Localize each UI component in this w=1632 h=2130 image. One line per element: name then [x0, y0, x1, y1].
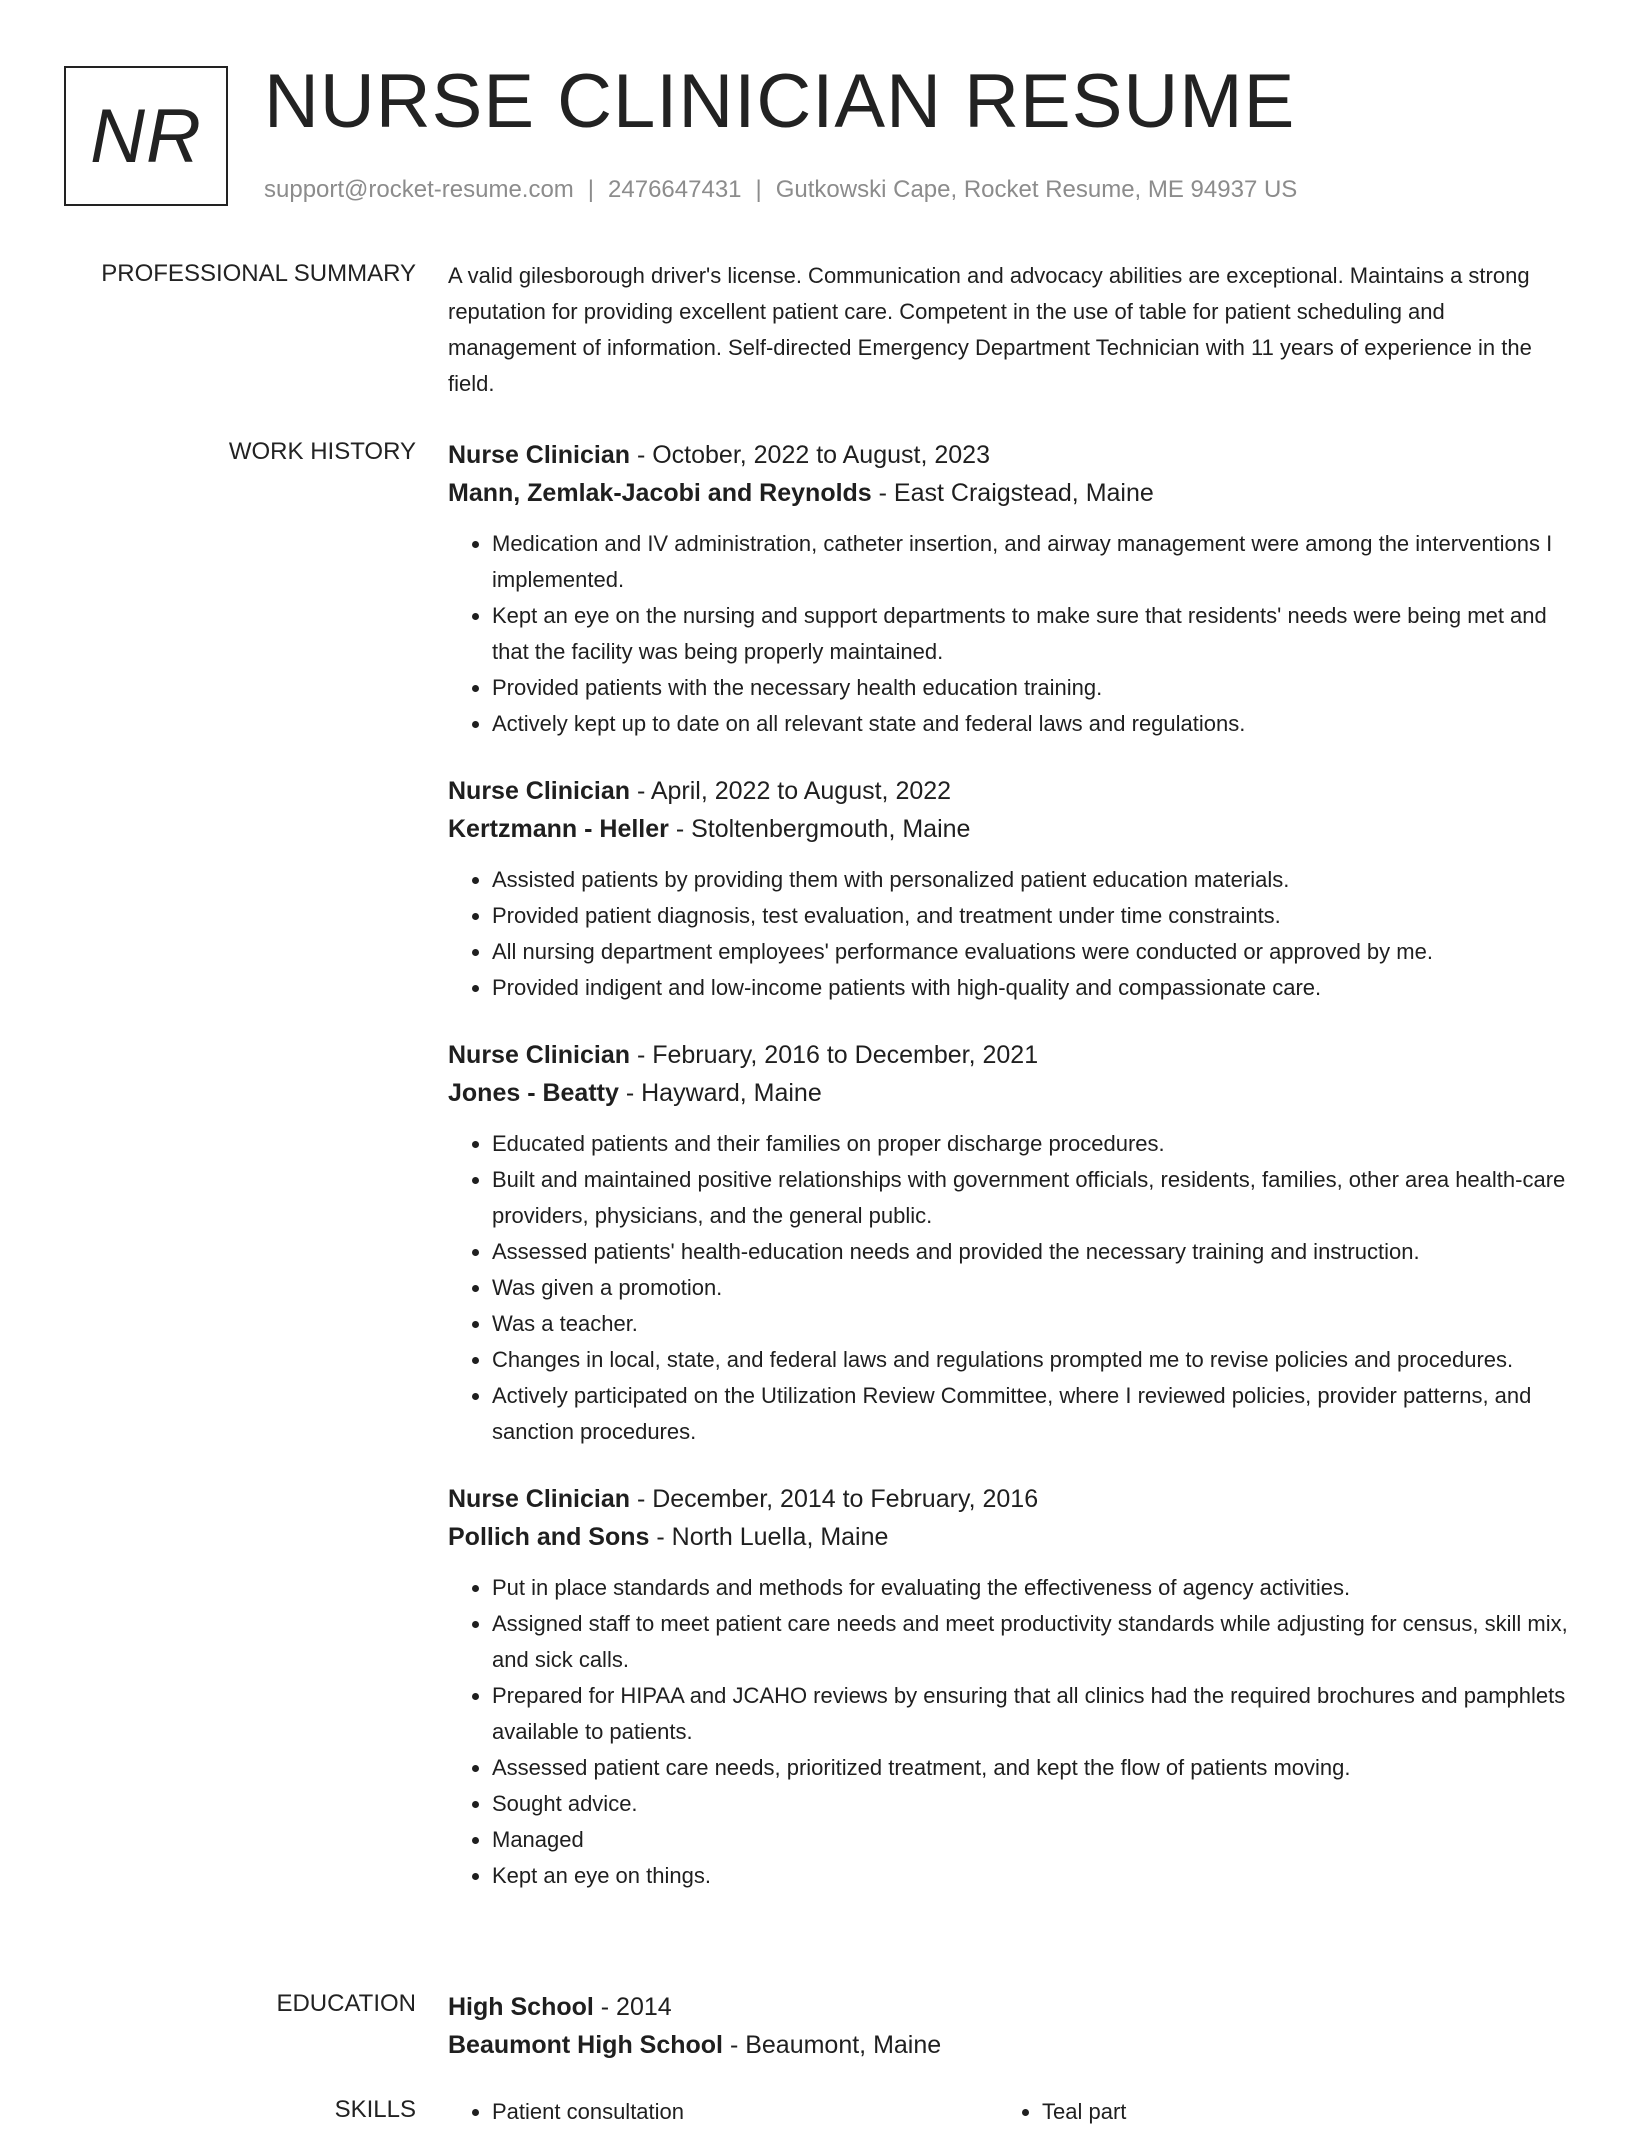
skill-item: • Patient consultation — [492, 2094, 998, 2130]
job-location: - East Craigstead, Maine — [871, 479, 1154, 507]
job-entry — [448, 1036, 1568, 1450]
work-history-heading: WORK HISTORY — [228, 438, 416, 465]
bullet-item: • Was given a promotion. — [492, 1270, 1568, 1306]
job-location: - Stoltenbergmouth, Maine — [668, 815, 971, 843]
job-title-line — [448, 436, 1568, 474]
job-bullets — [448, 1126, 1568, 1450]
job-bullets — [448, 862, 1568, 1006]
job-company: Pollich and Sons — [448, 1523, 650, 1551]
bullet-item: • Actively kept up to date on all relevant state and federal laws and regulations. — [492, 706, 1568, 742]
bullet-item: • Was a teacher. — [492, 1306, 1568, 1342]
job-company-line — [448, 1074, 1568, 1112]
skills-column-1 — [448, 2094, 998, 2130]
skills-list — [448, 2094, 1568, 2130]
bullet-item: • Put in place standards and methods for evaluating the effectiveness of agency activities. — [492, 1570, 1568, 1606]
bullet-item: • Provided patient diagnosis, test evaluation, and treatment under time constraints. — [492, 898, 1568, 934]
skills-columns — [448, 2094, 1568, 2130]
education-heading: EDUCATION — [276, 1990, 416, 2017]
job-entry — [448, 772, 1568, 1006]
education-school: Beaumont High School — [448, 2031, 723, 2059]
bullet-item: • Actively participated on the Utilization Review Committee, where I reviewed policies, provider patterns, and sanction procedures. — [492, 1378, 1568, 1450]
job-bullets — [448, 526, 1568, 742]
work-history-list — [448, 436, 1568, 1924]
contact-separator: | — [587, 176, 595, 203]
bullet-item: • Built and maintained positive relationships with government officials, residents, families, other area health-care providers, physicians, and the general public. — [492, 1162, 1568, 1234]
summary-text: A valid gilesborough driver's license. Communication and advocacy abilities are exceptional. Maintains a strong reputation for providing excellent patient care. Competent in the use of table for patient scheduling and management of information. Self-directed Emergency Department Technician with 11 years of experience in the field. — [448, 263, 1532, 396]
resume-title: NURSE CLINICIAN RESUME — [264, 59, 1296, 144]
bullet-item: • Kept an eye on the nursing and support departments to make sure that residents' needs were being met and that the facility was being properly maintained. — [492, 598, 1568, 670]
bullet-item: • All nursing department employees' performance evaluations were conducted or approved by me. — [492, 934, 1568, 970]
job-company-line — [448, 810, 1568, 848]
bullet-item: • Provided indigent and low-income patients with high-quality and compassionate care. — [492, 970, 1568, 1006]
bullet-item: • Assessed patient care needs, prioritized treatment, and kept the flow of patients moving. — [492, 1750, 1568, 1786]
summary-heading: PROFESSIONAL SUMMARY — [101, 260, 416, 287]
phone-text: 2476647431 — [608, 176, 742, 203]
job-title: Nurse Clinician — [448, 1041, 630, 1069]
job-dates: - February, 2016 to December, 2021 — [630, 1041, 1039, 1069]
skills-column-2 — [998, 2094, 1548, 2130]
bullet-item: • Managed — [492, 1822, 1568, 1858]
skills-heading: SKILLS — [334, 2096, 416, 2123]
contact-separator: | — [755, 176, 762, 203]
education-school-line — [448, 2026, 1568, 2064]
job-location: - North Luella, Maine — [649, 1523, 889, 1551]
job-dates: - December, 2014 to February, 2016 — [630, 1485, 1039, 1513]
contact-line — [264, 176, 1297, 204]
job-company-line — [448, 1518, 1568, 1556]
job-company: Jones - Beatty — [448, 1079, 619, 1107]
bullet-item: • Educated patients and their families on proper discharge procedures. — [492, 1126, 1568, 1162]
job-company-line — [448, 474, 1568, 512]
job-company: Kertzmann - Heller — [448, 815, 669, 843]
job-title-line — [448, 1480, 1568, 1518]
bullet-item: • Medication and IV administration, catheter insertion, and airway management were among the interventions I implemented. — [492, 526, 1568, 598]
job-bullets — [448, 1570, 1568, 1894]
bullet-item: • Sought advice. — [492, 1786, 1568, 1822]
bullet-item: • Changes in local, state, and federal laws and regulations prompted me to revise policies and procedures. — [492, 1342, 1568, 1378]
initials-text: NR — [90, 93, 202, 179]
education-degree-line — [448, 1988, 1568, 2026]
job-title: Nurse Clinician — [448, 441, 630, 469]
bullet-item: • Assigned staff to meet patient care needs and meet productivity standards while adjusting for census, skill mix, and sick calls. — [492, 1606, 1568, 1678]
initials-logo — [64, 66, 228, 206]
address-text: Gutkowski Cape, Rocket Resume, ME 94937 US — [775, 176, 1298, 203]
job-title-line — [448, 772, 1568, 810]
skill-item: • Teal part — [1042, 2094, 1548, 2130]
job-dates: - October, 2022 to August, 2023 — [630, 441, 990, 469]
email-text: support@rocket-resume.com — [264, 176, 574, 203]
bullet-item: • Prepared for HIPAA and JCAHO reviews by ensuring that all clinics had the required brochures and pamphlets available to patients. — [492, 1678, 1568, 1750]
bullet-item: • Kept an eye on things. — [492, 1858, 1568, 1894]
education-location: - Beaumont, Maine — [723, 2031, 942, 2059]
bullet-item: • Assisted patients by providing them with personalized patient education materials. — [492, 862, 1568, 898]
education-entry — [448, 1988, 1568, 2064]
job-location: - Hayward, Maine — [618, 1079, 822, 1107]
job-title: Nurse Clinician — [448, 777, 630, 805]
job-entry — [448, 1480, 1568, 1894]
job-title-line — [448, 1036, 1568, 1074]
education-year: - 2014 — [593, 1993, 672, 2021]
job-company: Mann, Zemlak-Jacobi and Reynolds — [448, 479, 872, 507]
job-title: Nurse Clinician — [448, 1485, 630, 1513]
bullet-item: • Assessed patients' health-education needs and provided the necessary training and instruction. — [492, 1234, 1568, 1270]
job-entry — [448, 436, 1568, 742]
education-degree: High School — [448, 1993, 594, 2021]
bullet-item: • Provided patients with the necessary health education training. — [492, 670, 1568, 706]
job-dates: - April, 2022 to August, 2022 — [630, 777, 952, 805]
